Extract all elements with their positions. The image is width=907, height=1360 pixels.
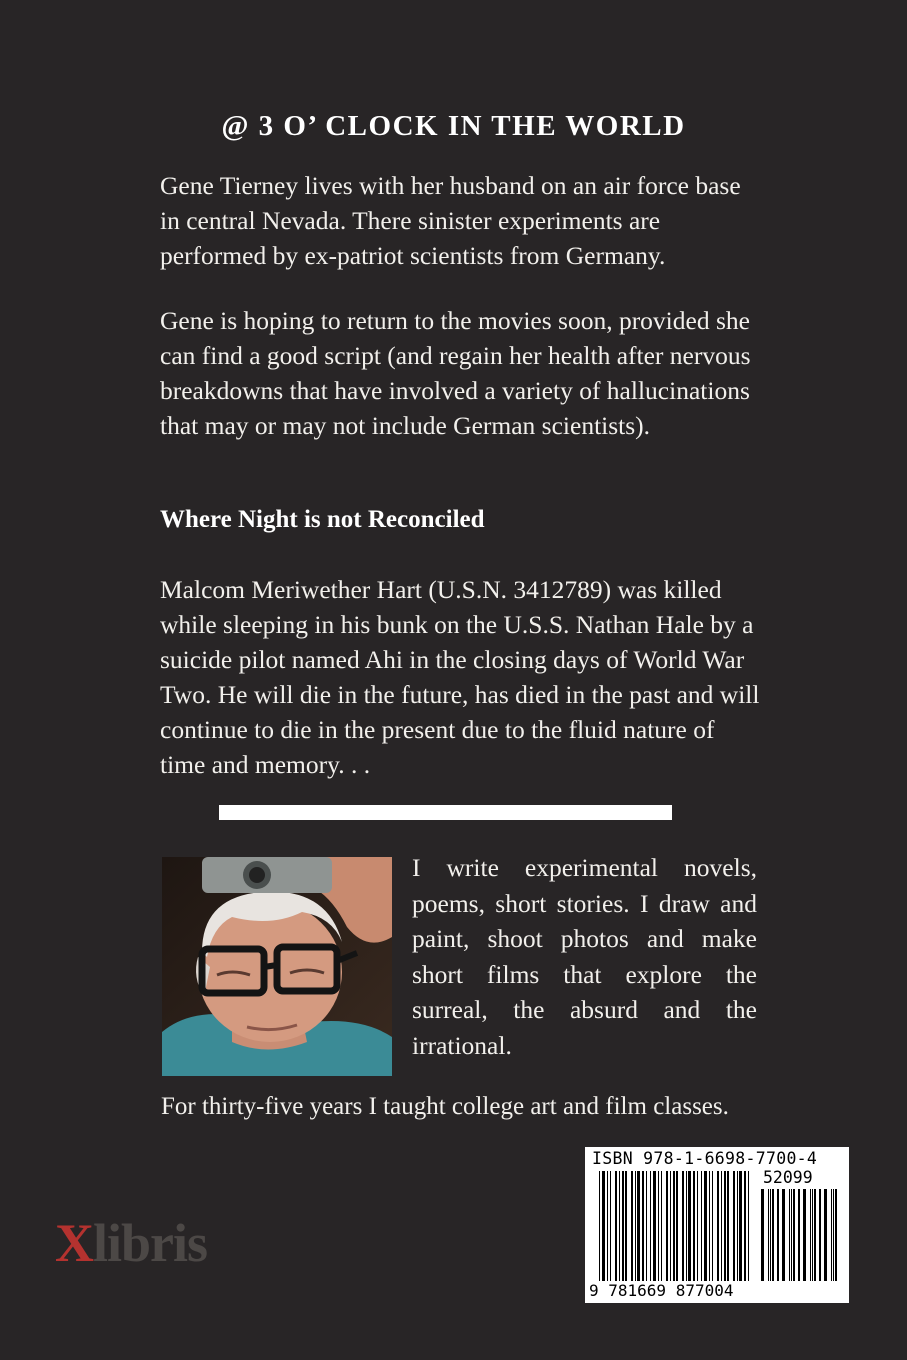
barcode-bar [712,1171,713,1281]
barcode-bar [833,1189,834,1281]
barcode-bar [650,1171,651,1281]
barcode-bar [721,1171,722,1281]
barcode-bar [610,1171,611,1281]
barcode-bar [622,1171,624,1281]
barcode-bar [599,1171,600,1281]
barcode-bar [798,1189,800,1281]
barcode-bar [676,1171,678,1281]
barcode-bar [637,1171,640,1281]
barcode-bar [688,1171,691,1281]
isbn-label: ISBN 978-1-6698-7700-4 [592,1149,818,1168]
author-teaching-note: For thirty-five years I taught college art and film classes. [161,1093,729,1120]
author-bio: I write experimental novels, poems, short stories. I draw and paint, shoot photos and make short films that explore the surreal, the absurd and the irrational. [412,853,757,1060]
barcode-bar [793,1189,795,1281]
barcode-bar [673,1171,675,1281]
story2-paragraph: Malcom Meriwether Hart (U.S.N. 3412789) was killed while sleeping in his bunk on the U.S.S. Nathan Hale by a suicide pilot named Ahi in the closing days of World War Two. He will die in the future, has died in the past and will continue to die in the present due to the fluid nature of time and memory. . . [160,575,760,779]
barcode-bar [768,1189,769,1281]
barcode-bar [737,1171,738,1281]
barcode-bar [727,1171,729,1281]
publisher-logo-x: X [55,1213,93,1273]
barcode-bar [602,1171,605,1281]
barcode-bar [646,1171,647,1281]
barcode-bar [748,1171,749,1281]
barcode-bar [824,1189,827,1281]
barcode-bar [733,1171,735,1281]
barcode-bar [772,1189,774,1281]
story2-heading: Where Night is not Reconciled [160,506,485,533]
barcode-bar [789,1189,790,1281]
author-portrait-illustration [162,857,392,1076]
story1-paragraph-1: Gene Tierney lives with her husband on an air force base in central Nevada. There sinister experiments are performed by ex-patriot scientists from Germany. [160,171,741,270]
barcode-bar [693,1171,695,1281]
barcode-bar [658,1171,659,1281]
barcode-bar [803,1189,806,1281]
barcode-bar [635,1171,636,1281]
barcode-bar [761,1189,764,1281]
section-divider [219,805,672,820]
barcode-bar [724,1171,726,1281]
barcode-bar [697,1171,698,1281]
barcode-addon-bars [761,1189,841,1281]
barcode-bar [670,1171,671,1281]
barcode-bar [666,1171,668,1281]
barcode-main-bars [599,1171,749,1281]
barcode-ean-number: 9 781669 877004 [589,1281,734,1300]
publisher-logo-rest: libris [93,1213,208,1273]
isbn-barcode [585,1147,849,1303]
barcode-bar [782,1189,785,1281]
barcode-bar [704,1171,707,1281]
barcode-bar [619,1171,620,1281]
barcode-bar [717,1171,719,1281]
barcode-bar [777,1189,779,1281]
barcode-bar [819,1189,821,1281]
barcode-bar [835,1189,837,1281]
book-title: @ 3 O’ CLOCK IN THE WORLD [221,110,686,142]
barcode-bar [791,1189,792,1281]
barcode-addon-number: 52099 [763,1168,813,1187]
barcode-bar [615,1171,617,1281]
barcode-bar [653,1171,656,1281]
barcode-bar [631,1171,633,1281]
barcode-bar [625,1171,627,1281]
barcode-bar [770,1189,771,1281]
author-photo [162,857,392,1076]
barcode-bar [810,1189,811,1281]
barcode-bar [607,1171,608,1281]
story1-paragraph-2: Gene is hoping to return to the movies soon, provided she can find a good script (and regain her health after nervous breakdowns that have involved a variety of hallucinations that may or may not include German scientists). [160,306,751,440]
barcode-bar [661,1171,662,1281]
barcode-bar [831,1189,832,1281]
barcode-bar [739,1171,742,1281]
barcode-bar [642,1171,644,1281]
barcode-bar [744,1171,746,1281]
barcode-bar [709,1171,710,1281]
barcode-bar [686,1171,687,1281]
barcode-bar [701,1171,702,1281]
barcode-bar [682,1171,684,1281]
publisher-logo [55,1212,207,1274]
barcode-bar [814,1189,816,1281]
barcode-bar [812,1189,813,1281]
